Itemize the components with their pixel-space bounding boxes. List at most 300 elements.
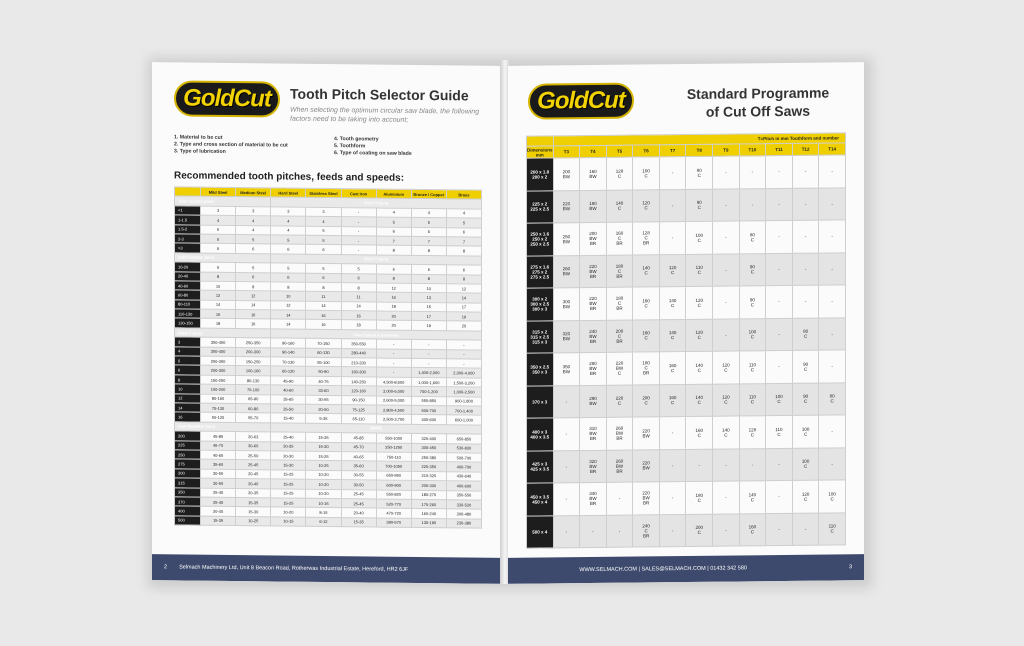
- table-cell: 200-300: [201, 366, 236, 376]
- column-header: T10: [739, 144, 766, 156]
- table-cell: 1,000-1,600: [411, 377, 446, 387]
- table-cell: 2,800-4,500: [376, 405, 411, 415]
- table-cell: 390-570: [376, 518, 411, 528]
- table-cell: 260 BW: [553, 255, 580, 288]
- table-cell: 14: [446, 293, 481, 303]
- table-cell: 3: [271, 207, 306, 217]
- logo-text: GoldCut: [183, 84, 271, 113]
- table-cell: -: [713, 481, 740, 514]
- table-row: [175, 516, 482, 529]
- table-cell: -: [713, 156, 740, 189]
- section-subtitle: Feed Speed A (mm/min): [271, 329, 482, 341]
- table-cell: 3: [201, 206, 236, 216]
- section-subtitle: (RPM): [271, 423, 482, 435]
- table-cell: 12: [236, 291, 271, 301]
- table-cell: 180 C BR: [606, 287, 633, 320]
- table-cell: 300-400: [201, 347, 236, 357]
- saw-programme-table: [526, 132, 846, 548]
- table-cell: 180 C BR: [606, 255, 633, 288]
- table-cell: 128 C: [606, 157, 633, 190]
- table-cell: 2,600-5,000: [376, 396, 411, 406]
- table-cell: 160 C BR: [606, 222, 633, 255]
- table-cell: 20-63: [236, 432, 271, 442]
- table-cell: 80 C: [686, 156, 713, 189]
- row-label: 10-20: [175, 262, 201, 272]
- table-row: [527, 382, 846, 418]
- table-cell: 25-50: [271, 404, 306, 414]
- table-cell: -: [606, 482, 633, 515]
- page-number: 3: [848, 564, 852, 571]
- table-cell: -: [713, 448, 740, 481]
- table-cell: 12: [376, 283, 411, 293]
- table-cell: 140 C: [686, 351, 713, 384]
- table-cell: 10-20: [306, 470, 341, 480]
- table-cell: 140 C: [659, 287, 686, 320]
- table-cell: 45-85: [201, 431, 236, 441]
- table-row: [527, 512, 846, 548]
- table-cell: 18: [201, 319, 236, 329]
- table-cell: -: [819, 350, 846, 383]
- table-cell: -: [792, 188, 819, 221]
- table-cell: 15-25: [271, 470, 306, 480]
- table-cell: 45-85: [341, 433, 376, 443]
- column-header: Mild Steel: [201, 187, 236, 197]
- table-cell: 4: [201, 215, 236, 225]
- factors-list-2: [334, 136, 412, 158]
- table-cell: 10-20: [306, 489, 341, 499]
- row-label: 1-1.5: [175, 215, 201, 225]
- table-cell: 55-100: [306, 357, 341, 367]
- table-cell: 20: [376, 320, 411, 330]
- row-label: 200: [175, 431, 201, 441]
- table-cell: 160 C: [739, 513, 766, 546]
- table-cell: -: [766, 253, 793, 286]
- header-spacer: [527, 136, 554, 146]
- table-cell: -: [819, 285, 846, 318]
- table-cell: 90 C: [792, 383, 819, 416]
- table-cell: 16: [376, 292, 411, 302]
- table-row: [527, 350, 846, 386]
- factor-item: 6. Type of coating on saw blade: [334, 150, 412, 157]
- row-label: 2-3: [175, 234, 201, 244]
- table-cell: 220-350: [411, 462, 446, 472]
- table-cell: 15-30: [271, 460, 306, 470]
- table-cell: -: [659, 189, 686, 222]
- table-cell: 4: [376, 208, 411, 218]
- table-cell: 160-300: [341, 367, 376, 377]
- table-cell: 650-850: [446, 434, 481, 444]
- table-cell: 220 BW C: [606, 352, 633, 385]
- table-cell: 14: [271, 310, 306, 320]
- table-cell: 90 C: [686, 189, 713, 222]
- table-cell: 6: [201, 244, 236, 254]
- table-cell: 280-440: [341, 348, 376, 358]
- row-label: 6: [175, 365, 201, 375]
- table-cell: 700-1,200: [411, 387, 446, 397]
- table-cell: 180-270: [411, 490, 446, 500]
- table-cell: 6: [446, 227, 481, 237]
- table-cell: 140 C: [606, 190, 633, 223]
- table-cell: 30-50: [341, 480, 376, 490]
- table-cell: 90-160: [271, 338, 306, 348]
- table-cell: 16: [236, 319, 271, 329]
- table-cell: 430-640: [446, 471, 481, 481]
- table-cell: 350 BW: [553, 353, 580, 386]
- table-cell: 110 C: [686, 254, 713, 287]
- table-cell: 13: [411, 293, 446, 303]
- row-label: 370 x 3: [527, 385, 554, 418]
- table-cell: 220 BW: [633, 449, 660, 482]
- table-cell: -: [553, 450, 580, 483]
- table-cell: 250-350: [201, 356, 236, 366]
- table-cell: 11: [306, 292, 341, 302]
- table-row: [527, 285, 846, 321]
- table-cell: 200 C: [686, 514, 713, 547]
- table-cell: 350-550: [341, 339, 376, 349]
- table-cell: 100 C: [739, 318, 766, 351]
- table-cell: -: [376, 339, 411, 349]
- table-cell: -: [713, 188, 740, 221]
- table-cell: 180 BW: [580, 190, 607, 223]
- table-cell: 20-40: [236, 479, 271, 489]
- table-cell: 20-50: [306, 404, 341, 414]
- table-cell: 6: [271, 272, 306, 282]
- table-cell: 35-60: [201, 460, 236, 470]
- table-cell: 70-100: [236, 385, 271, 395]
- table-cell: 600-900: [376, 480, 411, 490]
- table-cell: 4: [271, 216, 306, 226]
- table-cell: 150-250: [201, 375, 236, 385]
- table-cell: 6: [306, 245, 341, 255]
- right-page: [508, 62, 864, 584]
- table-cell: 700-1,400: [446, 406, 481, 416]
- table-cell: -: [341, 217, 376, 227]
- table-cell: 140-250: [341, 376, 376, 386]
- table-cell: 128 C BR: [633, 222, 660, 255]
- table-cell: 45-70: [201, 441, 236, 451]
- row-label: 14: [175, 403, 201, 413]
- table-cell: 100 C: [633, 157, 660, 190]
- table-cell: -: [792, 253, 819, 286]
- section-title: Pitch T (mm): [175, 328, 271, 338]
- table-cell: 350-550: [446, 490, 481, 500]
- table-cell: -: [659, 157, 686, 190]
- table-cell: 1,400-2,000: [411, 368, 446, 378]
- row-label: 80-110: [175, 300, 201, 310]
- row-label: 400: [175, 506, 201, 516]
- table-cell: 100 C: [766, 383, 793, 416]
- table-cell: 50-90: [306, 367, 341, 377]
- table-cell: 80-160: [201, 394, 236, 404]
- row-label: 5: [175, 356, 201, 366]
- table-cell: 80 C: [819, 382, 846, 415]
- page-title: Tooth Pitch Selector Guide: [290, 85, 469, 104]
- table-cell: 3: [236, 206, 271, 216]
- column-header: Aluminium: [376, 189, 411, 199]
- table-cell: 14: [341, 301, 376, 311]
- row-label: 200 x 1.8 200 x 2: [527, 158, 554, 191]
- table-cell: 8: [306, 282, 341, 292]
- table-cell: 40-75: [306, 376, 341, 386]
- table-cell: 7: [446, 237, 481, 247]
- table-cell: -: [580, 515, 607, 548]
- table-cell: 20-45: [236, 469, 271, 479]
- table-cell: 170-260: [411, 499, 446, 509]
- column-header: Hard Steel: [271, 188, 306, 198]
- row-label: 425 x 3 425 x 3.5: [527, 450, 554, 483]
- factor-item: 2. Type and cross section of material to be cut: [174, 141, 288, 149]
- table-cell: 200-300: [411, 480, 446, 490]
- row-label: >3: [175, 243, 201, 253]
- row-label: 60-80: [175, 290, 201, 300]
- row-label: 1.5-2: [175, 224, 201, 234]
- table-cell: -: [553, 418, 580, 451]
- table-cell: 15-30: [306, 442, 341, 452]
- table-cell: -: [446, 359, 481, 369]
- table-cell: 8: [376, 274, 411, 284]
- column-header: Brass: [446, 190, 481, 200]
- table-cell: 75-125: [341, 405, 376, 415]
- table-cell: 12: [201, 290, 236, 300]
- table-cell: 15-25: [271, 498, 306, 508]
- table-cell: 250 BW: [553, 223, 580, 256]
- table-cell: 80-130: [236, 375, 271, 385]
- table-cell: -: [659, 482, 686, 515]
- table-cell: -: [792, 155, 819, 188]
- table-cell: 220 BW BR: [633, 482, 660, 515]
- table-cell: 8: [341, 283, 376, 293]
- section-title: Solid Section (mm): [175, 253, 271, 263]
- table-row: [527, 187, 846, 223]
- row-label: 10: [175, 384, 201, 394]
- table-cell: 260 BW BR: [606, 417, 633, 450]
- table-cell: 4: [306, 216, 341, 226]
- table-cell: -: [341, 245, 376, 255]
- table-cell: 7: [411, 236, 446, 246]
- table-cell: 6: [306, 273, 341, 283]
- table-cell: 16: [306, 310, 341, 320]
- factor-item: 5. Toothform: [334, 143, 366, 150]
- table-cell: -: [553, 483, 580, 516]
- table-cell: 140 C: [633, 254, 660, 287]
- table-cell: -: [411, 340, 446, 350]
- table-cell: 110 C: [819, 512, 846, 545]
- table-row: [527, 155, 846, 191]
- table-cell: 240 BW BR: [580, 320, 607, 353]
- table-cell: 20-30: [271, 451, 306, 461]
- table-cell: 15-30: [236, 507, 271, 517]
- column-header: Medium Steel: [236, 188, 271, 198]
- table-cell: 12: [271, 301, 306, 311]
- logo-text: GoldCut: [537, 86, 625, 115]
- goldcut-logo: [174, 80, 280, 117]
- row-label: 110-130: [175, 309, 201, 319]
- page-number: 2: [164, 564, 168, 571]
- row-label: 450 x 3.5 450 x 4: [527, 483, 554, 516]
- column-header: Cast Iron: [341, 189, 376, 199]
- table-cell: 3,000-6,000: [376, 386, 411, 396]
- table-cell: 160 C: [686, 416, 713, 449]
- table-cell: 5: [236, 263, 271, 273]
- table-cell: 20-40: [201, 506, 236, 516]
- row-label: 12: [175, 393, 201, 403]
- table-cell: 120-160: [341, 386, 376, 396]
- table-cell: 5: [341, 264, 376, 274]
- table-cell: 25-45: [341, 499, 376, 509]
- table-cell: 16: [341, 311, 376, 321]
- pitch-table: [174, 186, 482, 528]
- table-cell: 25-45: [201, 488, 236, 498]
- table-cell: -: [819, 155, 846, 188]
- page-title-line1: Standard Programme: [686, 84, 830, 102]
- table-cell: 160 C: [659, 384, 686, 417]
- row-label: 130-150: [175, 318, 201, 328]
- table-cell: 10: [201, 281, 236, 291]
- table-cell: 8: [201, 272, 236, 282]
- row-label: 4: [175, 347, 201, 357]
- table-cell: 15-25: [306, 451, 341, 461]
- table-row: [527, 220, 846, 256]
- table-cell: 35-60: [341, 461, 376, 471]
- table-cell: 14: [201, 300, 236, 310]
- table-cell: 128 C: [739, 416, 766, 449]
- table-cell: -: [376, 358, 411, 368]
- table-cell: 260 BW BR: [606, 450, 633, 483]
- table-cell: 40-65: [201, 450, 236, 460]
- column-header: T11: [766, 143, 793, 155]
- table-cell: 200 BW BR: [580, 222, 607, 255]
- table-cell: 2,500-3,700: [376, 414, 411, 424]
- table-cell: 250-380: [411, 452, 446, 462]
- table-cell: -: [411, 358, 446, 368]
- table-cell: 500-700: [446, 453, 481, 463]
- table-cell: 15-35: [341, 517, 376, 527]
- column-header: T4: [580, 145, 607, 157]
- table-cell: 15: [411, 302, 446, 312]
- table-cell: 20-35: [236, 488, 271, 498]
- table-cell: -: [376, 367, 411, 377]
- table-cell: 14: [236, 300, 271, 310]
- table-cell: 18: [376, 302, 411, 312]
- table-cell: -: [659, 514, 686, 547]
- row-label: 500: [175, 516, 201, 526]
- column-header: T14: [819, 143, 846, 155]
- table-cell: 550-820: [376, 490, 411, 500]
- table-cell: -: [739, 188, 766, 221]
- table-cell: 6-12: [306, 517, 341, 527]
- table-cell: 45-70: [341, 442, 376, 452]
- table-cell: 140 C: [659, 319, 686, 352]
- table-cell: -: [766, 220, 793, 253]
- table-cell: 290 BW: [580, 385, 607, 418]
- table-cell: 16: [236, 310, 271, 320]
- column-header: Dimensions mm: [527, 146, 553, 158]
- section-title: Saw Diameter (mm): [175, 422, 271, 432]
- table-cell: 60-130: [306, 348, 341, 358]
- table-cell: 160-240: [411, 509, 446, 519]
- table-cell: 120 C: [686, 286, 713, 319]
- table-cell: 6: [411, 227, 446, 237]
- table-cell: 16: [306, 320, 341, 330]
- row-label: 300: [175, 469, 201, 479]
- table-cell: 25-45: [341, 489, 376, 499]
- table-cell: 150-250: [236, 357, 271, 367]
- table-cell: 5: [201, 234, 236, 244]
- table-cell: 33-60: [306, 385, 341, 395]
- table-cell: 20-35: [271, 441, 306, 451]
- table-cell: -: [553, 385, 580, 418]
- table-cell: -: [341, 207, 376, 217]
- table-row: [527, 447, 846, 483]
- table-cell: 5-35: [306, 414, 341, 424]
- column-header: T7: [659, 145, 686, 157]
- table-cell: 5: [236, 234, 271, 244]
- table-cell: 5: [201, 225, 236, 235]
- table-cell: 6: [271, 244, 306, 254]
- table-cell: -: [606, 515, 633, 548]
- table-row: [527, 252, 846, 288]
- goldcut-logo: [528, 83, 634, 120]
- table-cell: -: [819, 220, 846, 253]
- table-cell: -: [792, 513, 819, 546]
- row-label: 500 x 4: [527, 515, 554, 548]
- table-cell: 60-120: [271, 366, 306, 376]
- table-cell: 120 C: [792, 480, 819, 513]
- table-cell: 3: [306, 207, 341, 217]
- table-cell: 80 C: [792, 318, 819, 351]
- table-cell: 4: [236, 225, 271, 235]
- table-cell: 10-15: [306, 498, 341, 508]
- right-footer: [508, 554, 864, 584]
- table-cell: 240 C BR: [633, 514, 660, 547]
- table-cell: 300 BW: [553, 288, 580, 321]
- table-cell: 160 C: [633, 319, 660, 352]
- table-cell: 5: [446, 218, 481, 228]
- table-cell: 140 C: [713, 416, 740, 449]
- table-cell: 100-200: [201, 384, 236, 394]
- table-cell: 8: [411, 246, 446, 256]
- column-header: [175, 187, 201, 197]
- table-cell: 20: [376, 311, 411, 321]
- table-cell: 1,000-2,500: [446, 387, 481, 397]
- table-cell: 330-520: [446, 500, 481, 510]
- page-subtitle: When selecting the optimum circular saw blade, the following factors need to be taking into account;: [290, 106, 480, 124]
- table-cell: 25-45: [201, 497, 236, 507]
- table-cell: -: [659, 222, 686, 255]
- table-cell: 90-150: [341, 395, 376, 405]
- table-cell: -: [713, 286, 740, 319]
- table-cell: 17: [411, 311, 446, 321]
- table-cell: -: [341, 226, 376, 236]
- table-cell: -: [411, 349, 446, 359]
- table-cell: -: [686, 449, 713, 482]
- table-cell: 15-35: [201, 516, 236, 526]
- row-label: 370: [175, 497, 201, 507]
- table-cell: 10-20: [306, 479, 341, 489]
- row-label: 225: [175, 440, 201, 450]
- table-cell: -: [819, 317, 846, 350]
- column-header: T12: [792, 143, 819, 155]
- table-cell: 100 C: [686, 221, 713, 254]
- table-cell: -: [766, 285, 793, 318]
- table-cell: 40-65: [341, 452, 376, 462]
- table-cell: 16: [201, 309, 236, 319]
- row-label: 300 x 2 300 x 2.5 300 x 3: [527, 288, 554, 321]
- table-cell: 4: [446, 209, 481, 219]
- table-cell: 7: [376, 236, 411, 246]
- table-cell: 160 C: [659, 352, 686, 385]
- left-page: [152, 62, 502, 584]
